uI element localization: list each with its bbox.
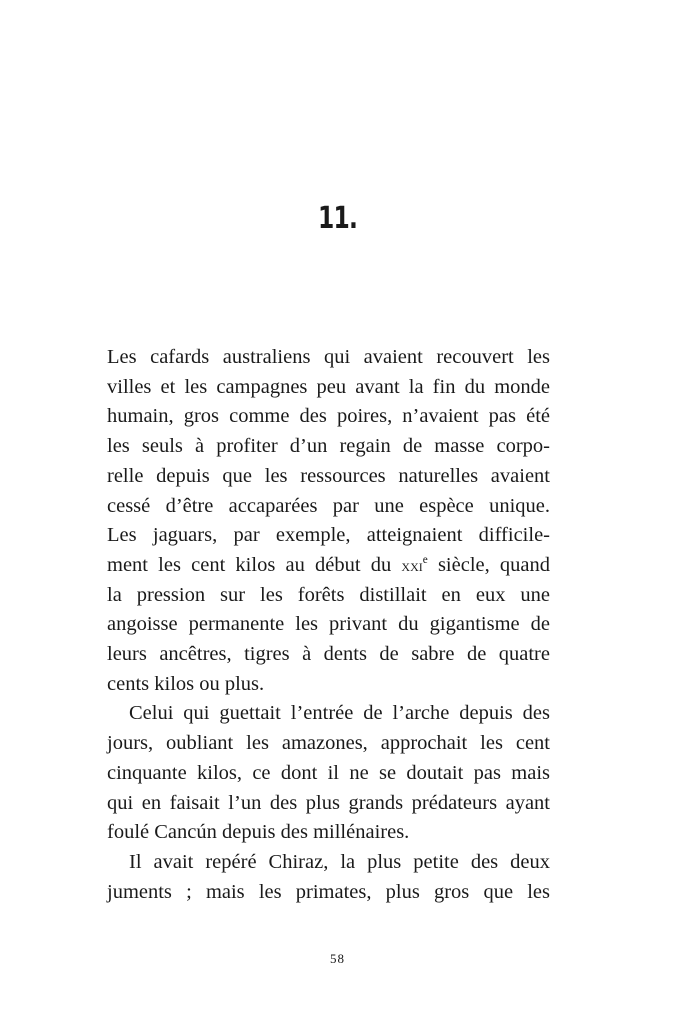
text-line: Il avait repéré Chiraz, la plus petite des deux	[129, 850, 550, 873]
paragraph-3	[107, 848, 550, 907]
text-line: villes et les campagnes peu avant la fin du monde	[107, 375, 550, 398]
text-line: foulé Cancún depuis des millénaires.	[107, 821, 410, 844]
line-end: siècle, quand	[427, 553, 551, 576]
text-line: qui en faisait l’un des plus grands prédateurs ayant	[107, 791, 550, 814]
century-numeral: xxi	[401, 554, 423, 575]
text-line: juments ; mais les primates, plus gros que les	[107, 880, 550, 903]
text-line: Celui qui guettait l’entrée de l’arche depuis des	[129, 702, 550, 725]
text-line: les seuls à profiter d’un regain de masse corpo-	[107, 435, 550, 458]
text-line: Les jaguars, par exemple, atteignaient difficile-	[107, 524, 550, 547]
century-ordinal: e	[422, 554, 428, 567]
paragraph-1	[107, 343, 550, 699]
text-line-century	[107, 551, 550, 581]
text-line: Les cafards australiens qui avaient recouvert les	[107, 346, 550, 368]
line-start: ment les cent kilos au début du	[107, 553, 402, 576]
text-line: cessé d’être accaparées par une espèce unique.	[107, 494, 550, 517]
text-line: humain, gros comme des poires, n’avaient pas été	[107, 405, 550, 428]
body-text	[107, 343, 550, 907]
paragraph-2	[107, 699, 550, 848]
text-line: leurs ancêtres, tigres à dents de sabre de quatre	[107, 643, 550, 666]
text-line: cinquante kilos, ce dont il ne se doutait pas mais	[107, 761, 550, 784]
page-number: 58	[330, 951, 345, 966]
text-line: cents kilos ou plus.	[107, 672, 265, 695]
text-line: jours, oubliant les amazones, approchait les cent	[107, 732, 550, 755]
text-line: angoisse permanente les privant du gigantisme de	[107, 613, 550, 636]
text-line: relle depuis que les ressources naturelles avaient	[107, 464, 550, 487]
text-line: la pression sur les forêts distillait en eux une	[107, 583, 550, 606]
chapter-number: 11.	[317, 201, 358, 236]
